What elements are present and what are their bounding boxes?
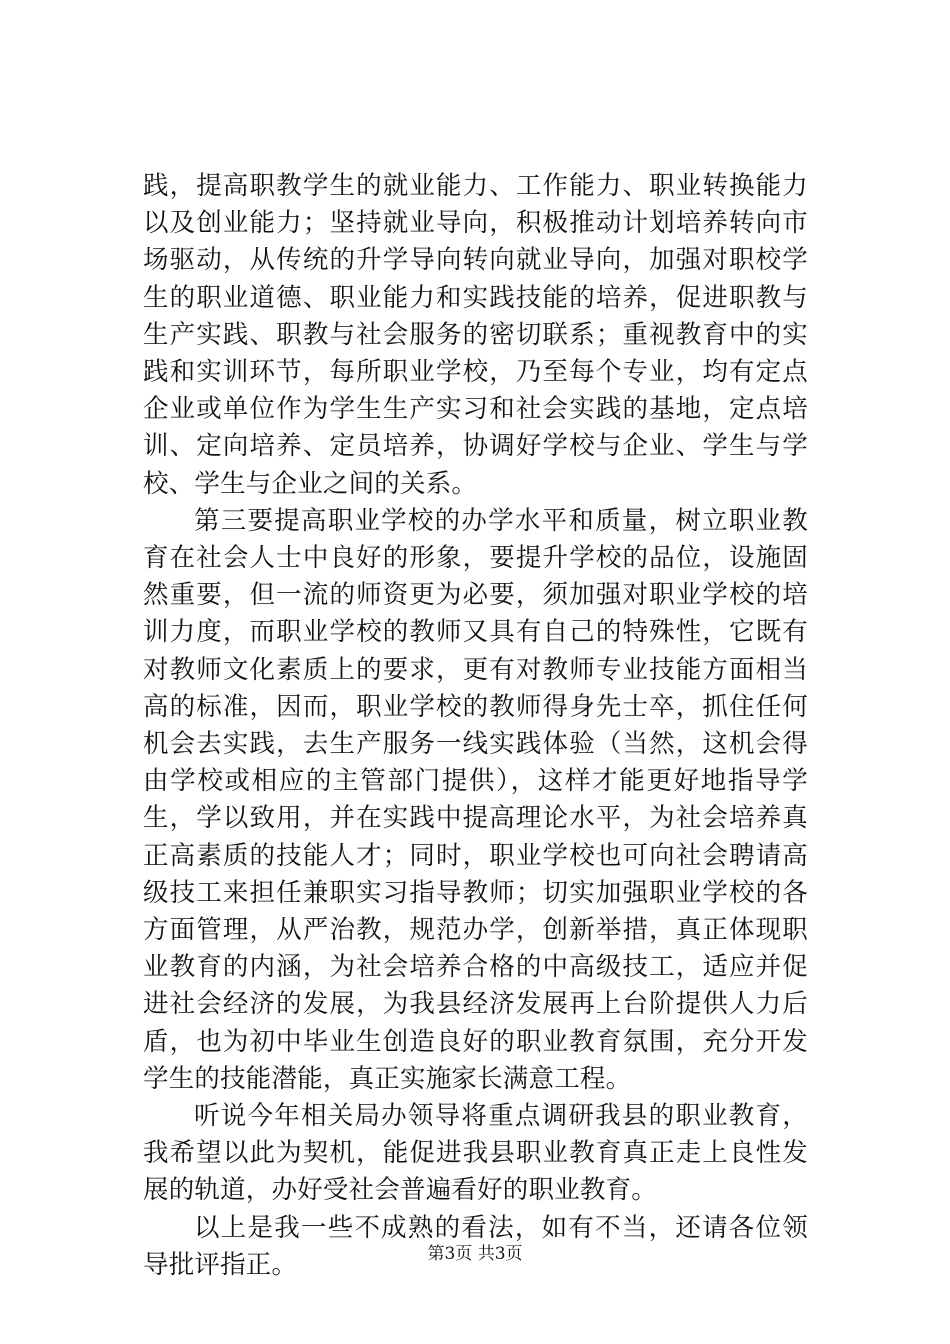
paragraph-faculty-quality: 第三要提高职业学校的办学水平和质量，树立职业教育在社会人士中良好的形象，要提升学校的品位，设施固然重要，但一流的师资更为必要，须加强对职业学校的培训力度，而职业学校的教师又具有自己的特殊性，它既有对教师文化素质上的要求，更有对教师专业技能方面相当高的标准，因而，职业学校的教师得身先士卒，抓住任何机会去实践，去生产服务一线实践体验（当然，这机会得由学校或相应的主管部门提供），这样才能更好地指导学生，学以致用，并在实践中提高理论水平，为社会培养真正高素质的技能人才；同时，职业学校也可向社会聘请高级技工来担任兼职实习指导教师；切实加强职业学校的各方面管理，从严治教，规范办学，创新举措，真正体现职业教育的内涵，为社会培养合格的中高级技工，适应并促进社会经济的发展，为我县经济发展再上台阶提供人力后盾，也为初中毕业生创造良好的职业教育氛围，充分开发学生的技能潜能，真正实施家长满意工程。: [143, 505, 808, 1094]
paragraph-closing: 以上是我一些不成熟的看法，如有不当，还请各位领导批评指正。: [143, 1212, 808, 1280]
page-number-footer: 第3页 共3页: [427, 1244, 523, 1264]
document-body: [143, 168, 808, 1284]
paragraph-research-opportunity: 听说今年相关局办领导将重点调研我县的职业教育，我希望以此为契机，能促进我县职业教育真正走上良性发展的轨道，办好受社会普遍看好的职业教育。: [143, 1101, 808, 1206]
paragraph-continuation: 践，提高职教学生的就业能力、工作能力、职业转换能力以及创业能力；坚持就业导向，积极推动计划培养转向市场驱动，从传统的升学导向转向就业导向，加强对职校学生的职业道德、职业能力和实践技能的培养，促进职教与生产实践、职教与社会服务的密切联系；重视教育中的实践和实训环节，每所职业学校，乃至每个专业，均有定点企业或单位作为学生生产实习和社会实践的基地，定点培训、定向培养、定员培养，协调好学校与企业、学生与学校、学生与企业之间的关系。: [143, 171, 808, 499]
